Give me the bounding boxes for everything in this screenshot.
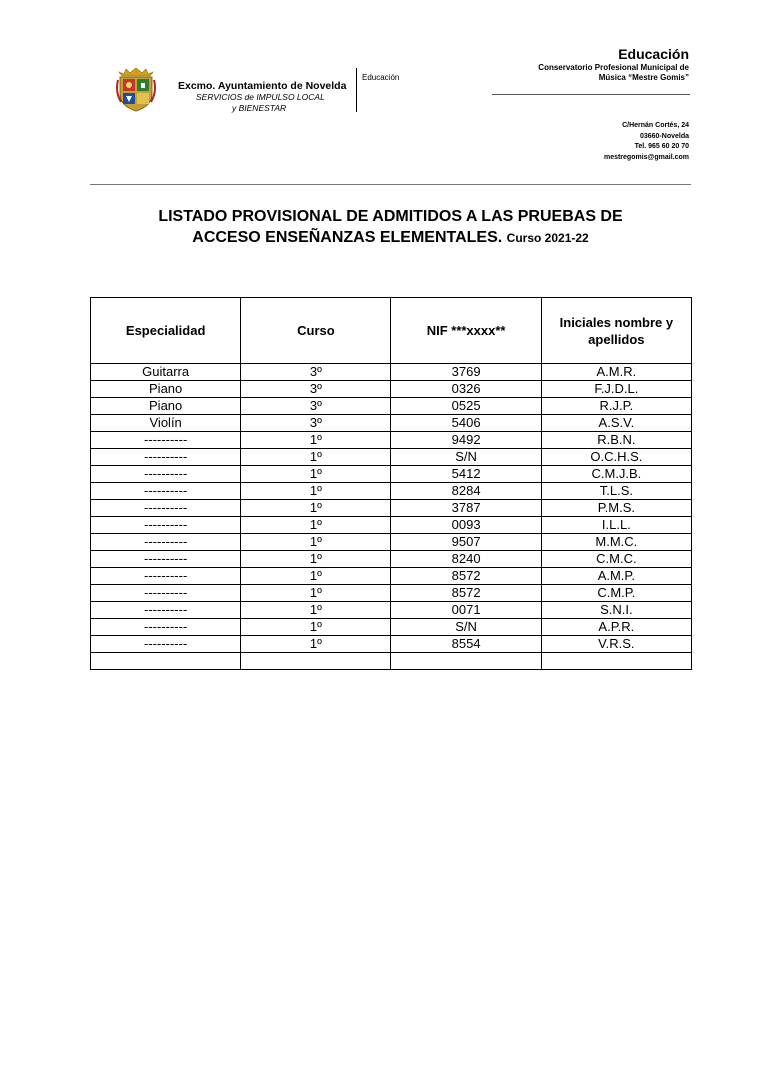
table-row [91,500,692,517]
table-row [91,653,692,670]
cell-nif: 0071 [391,602,541,619]
table-body [91,364,692,670]
table-row [91,534,692,551]
cell-nif: 8240 [391,551,541,568]
address-street: C/Hernán Cortés, 24 [622,122,689,129]
organization-name: Excmo. Ayuntamiento de Novelda [178,80,347,92]
table-row [91,364,692,381]
conservatory-line-1: Conservatorio Profesional Municipal de [538,63,689,72]
table-row [91,415,692,432]
table-row [91,517,692,534]
cell-iniciales: A.P.R. [541,619,691,636]
table-row [91,466,692,483]
contact-address [604,121,689,163]
table-header-row [91,298,692,364]
table-row [91,568,692,585]
title-line-2 [90,227,691,249]
cell-especialidad: ---------- [91,602,241,619]
cell-curso: 1º [241,602,391,619]
cell-curso: 3º [241,415,391,432]
table-row [91,483,692,500]
cell-especialidad: ---------- [91,483,241,500]
cell-especialidad: ---------- [91,585,241,602]
cell-iniciales: M.M.C. [541,534,691,551]
cell-nif: 5412 [391,466,541,483]
cell-nif: 0525 [391,398,541,415]
department-title: Educación [618,46,689,62]
cell-nif: 3769 [391,364,541,381]
table-row [91,381,692,398]
cell-curso: 1º [241,466,391,483]
cell-iniciales: T.L.S. [541,483,691,500]
cell-nif: 8572 [391,568,541,585]
cell-especialidad: ---------- [91,449,241,466]
cell-curso: 1º [241,585,391,602]
admitted-list-table [90,297,692,670]
cell-especialidad: ---------- [91,619,241,636]
organization-department-continued: y BIENESTAR [232,103,287,113]
table-row [91,602,692,619]
cell-especialidad: Piano [91,398,241,415]
cell-iniciales: A.S.V. [541,415,691,432]
cell-iniciales: S.N.I. [541,602,691,619]
cell-curso: 1º [241,619,391,636]
cell-nif: 8572 [391,585,541,602]
cell-curso: 1º [241,432,391,449]
header-right-divider [492,94,690,95]
cell-nif: 5406 [391,415,541,432]
table-row [91,619,692,636]
cell-iniciales: F.J.D.L. [541,381,691,398]
cell-especialidad [91,653,241,670]
cell-curso: 1º [241,500,391,517]
cell-especialidad: Violín [91,415,241,432]
cell-especialidad: ---------- [91,568,241,585]
cell-especialidad: ---------- [91,517,241,534]
cell-iniciales: R.B.N. [541,432,691,449]
cell-curso: 1º [241,483,391,500]
cell-iniciales: I.L.L. [541,517,691,534]
cell-especialidad: ---------- [91,466,241,483]
municipal-crest-icon [116,66,156,112]
cell-nif: 3787 [391,500,541,517]
header-separator [90,184,691,185]
conservatory-line-2: Música “Mestre Gomis” [598,73,689,82]
cell-curso [241,653,391,670]
cell-especialidad: ---------- [91,432,241,449]
cell-nif: 9492 [391,432,541,449]
cell-curso: 1º [241,568,391,585]
cell-especialidad: Guitarra [91,364,241,381]
cell-iniciales: P.M.S. [541,500,691,517]
address-email: mestregomis@gmail.com [603,153,689,161]
cell-nif [391,653,541,670]
course-label: Curso 2021-22 [506,231,589,245]
cell-curso: 3º [241,398,391,415]
table-row [91,551,692,568]
address-phone: Tel. 965 60 20 70 [634,143,689,150]
department-label: Educación [362,73,400,82]
cell-curso: 3º [241,364,391,381]
cell-iniciales: R.J.P. [541,398,691,415]
cell-iniciales: O.C.H.S. [541,449,691,466]
cell-curso: 1º [241,449,391,466]
column-header-iniciales: Iniciales nombre y apellidos [541,298,691,364]
cell-especialidad: ---------- [91,500,241,517]
cell-especialidad: ---------- [91,534,241,551]
table-row [91,585,692,602]
cell-nif: 0326 [391,381,541,398]
document-title [90,206,691,249]
cell-curso: 1º [241,534,391,551]
cell-curso: 1º [241,636,391,653]
cell-especialidad: ---------- [91,636,241,653]
cell-nif: S/N [391,449,541,466]
cell-iniciales [541,653,691,670]
title-line-1: LISTADO PROVISIONAL DE ADMITIDOS A LAS PRUEBAS DE [158,208,623,225]
cell-iniciales: A.M.P. [541,568,691,585]
column-header-curso: Curso [241,298,391,364]
cell-nif: 9507 [391,534,541,551]
cell-curso: 3º [241,381,391,398]
organization-department: SERVICIOS de IMPULSO LOCAL [196,92,325,102]
cell-iniciales: A.M.R. [541,364,691,381]
cell-iniciales: C.M.J.B. [541,466,691,483]
cell-iniciales: C.M.P. [541,585,691,602]
cell-nif: 0093 [391,517,541,534]
cell-nif: 8284 [391,483,541,500]
cell-curso: 1º [241,517,391,534]
table-row [91,636,692,653]
cell-especialidad: Piano [91,381,241,398]
title-line-2-text: ACCESO ENSEÑANZAS ELEMENTALES. [192,229,503,246]
address-city: 03660-Novelda [639,132,689,140]
cell-iniciales: V.R.S. [541,636,691,653]
cell-nif: 8554 [391,636,541,653]
header-vertical-divider [356,68,357,112]
table-row [91,398,692,415]
table-row [91,432,692,449]
cell-iniciales: C.M.C. [541,551,691,568]
column-header-nif: NIF ***xxxx** [391,298,541,364]
cell-nif: S/N [391,619,541,636]
conservatory-name [538,63,689,83]
cell-curso: 1º [241,551,391,568]
column-header-especialidad: Especialidad [91,298,241,364]
cell-especialidad: ---------- [91,551,241,568]
table-row [91,449,692,466]
